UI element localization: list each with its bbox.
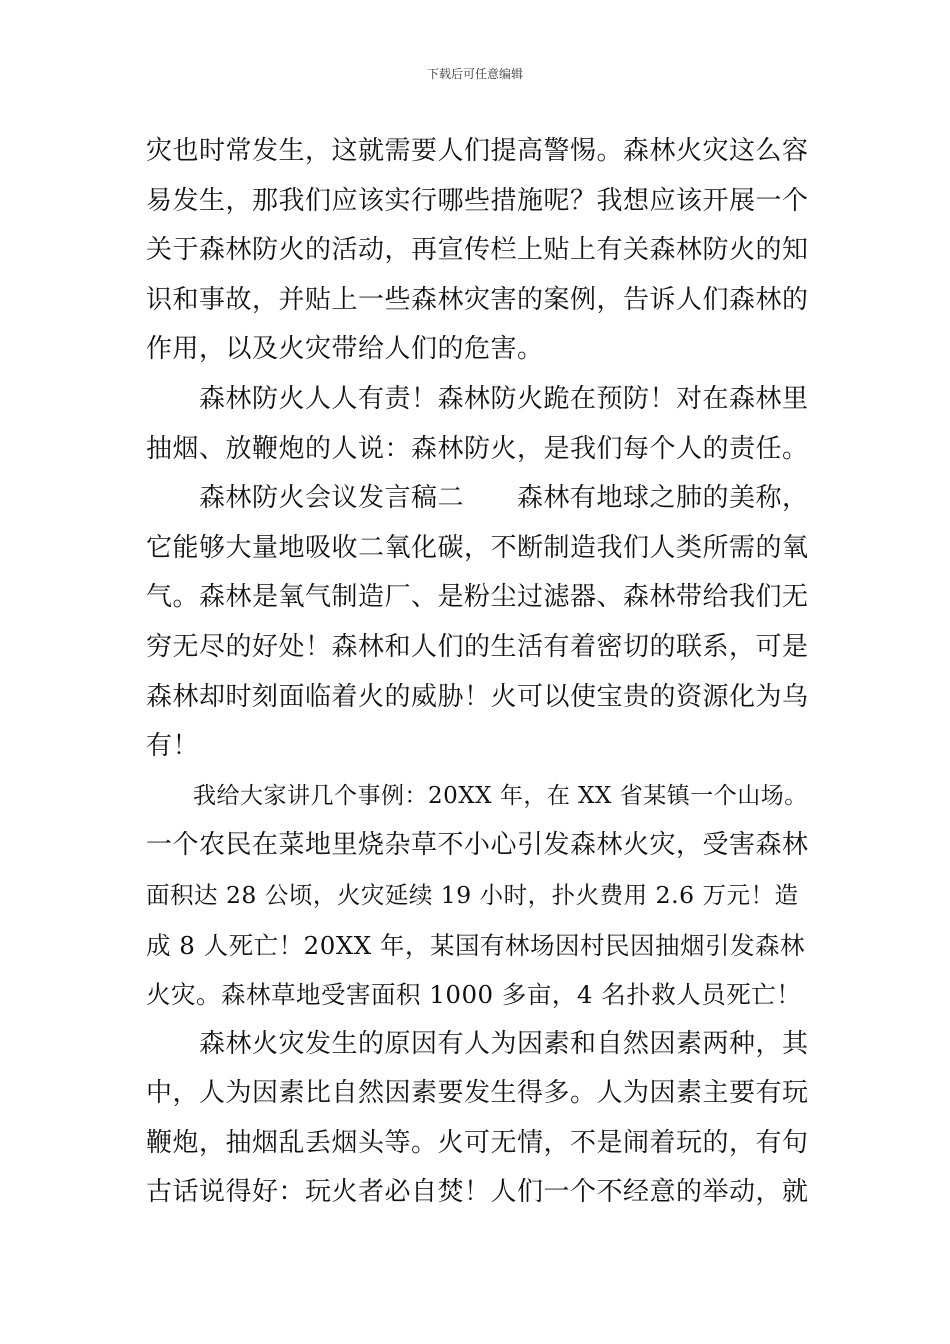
text-line: 有！ [146, 731, 200, 762]
text-line: 森林却时刻面临着火的威胁！火可以使宝贵的资源化为乌 [146, 681, 809, 712]
text-line: 成 8 人死亡！20XX 年，某国有林场因村民因抽烟引发森林 [146, 930, 806, 960]
text-line: 易发生，那我们应该实行哪些措施呢？我想应该开展一个 [146, 185, 809, 216]
text-line: 一个农民在菜地里烧杂草不小心引发森林火灾，受害森林 [146, 830, 809, 861]
text-line: 识和事故，并贴上一些森林灾害的案例，告诉人们森林的 [146, 284, 809, 315]
page-header: 下载后可任意编辑 [426, 67, 523, 81]
text-line: 森林火灾发生的原因有人为因素和自然因素两种，其 [146, 1028, 809, 1059]
document-body [146, 127, 811, 1218]
text-line: 气。森林是氧气制造厂、是粉尘过滤器、森林带给我们无 [146, 582, 809, 613]
text-line: 作用，以及火灾带给人们的危害。 [146, 334, 544, 365]
text-line: 森林防火会议发言稿二 森林有地球之肺的美称， [146, 483, 809, 514]
text-line: 鞭炮，抽烟乱丢烟头等。火可无情，不是闹着玩的，有句 [146, 1127, 809, 1158]
text-line: 我给大家讲几个事例：20XX 年，在 XX 省某镇一个山场。 [146, 782, 808, 809]
text-line: 火灾。森林草地受害面积 1000 多亩，4 名扑救人员死亡！ [146, 980, 802, 1010]
text-line: 关于森林防火的活动，再宣传栏上贴上有关森林防火的知 [146, 235, 809, 266]
text-line: 它能够大量地吸收二氧化碳，不断制造我们人类所需的氧 [146, 532, 809, 563]
text-line: 古话说得好：玩火者必自焚！人们一个不经意的举动，就 [146, 1177, 809, 1208]
text-line: 灾也时常发生，这就需要人们提高警惕。森林火灾这么容 [146, 136, 809, 166]
text-line: 面积达 28 公顷，火灾延续 19 小时，扑火费用 2.6 万元！造 [146, 880, 799, 909]
text-line: 抽烟、放鞭炮的人说：森林防火，是我们每个人的责任。 [146, 433, 809, 464]
text-line: 森林防火人人有责！森林防火跪在预防！对在森林里 [146, 383, 809, 414]
text-line: 中，人为因素比自然因素要发生得多。人为因素主要有玩 [146, 1078, 809, 1109]
text-line: 穷无尽的好处！森林和人们的生活有着密切的联系，可是 [146, 631, 809, 662]
